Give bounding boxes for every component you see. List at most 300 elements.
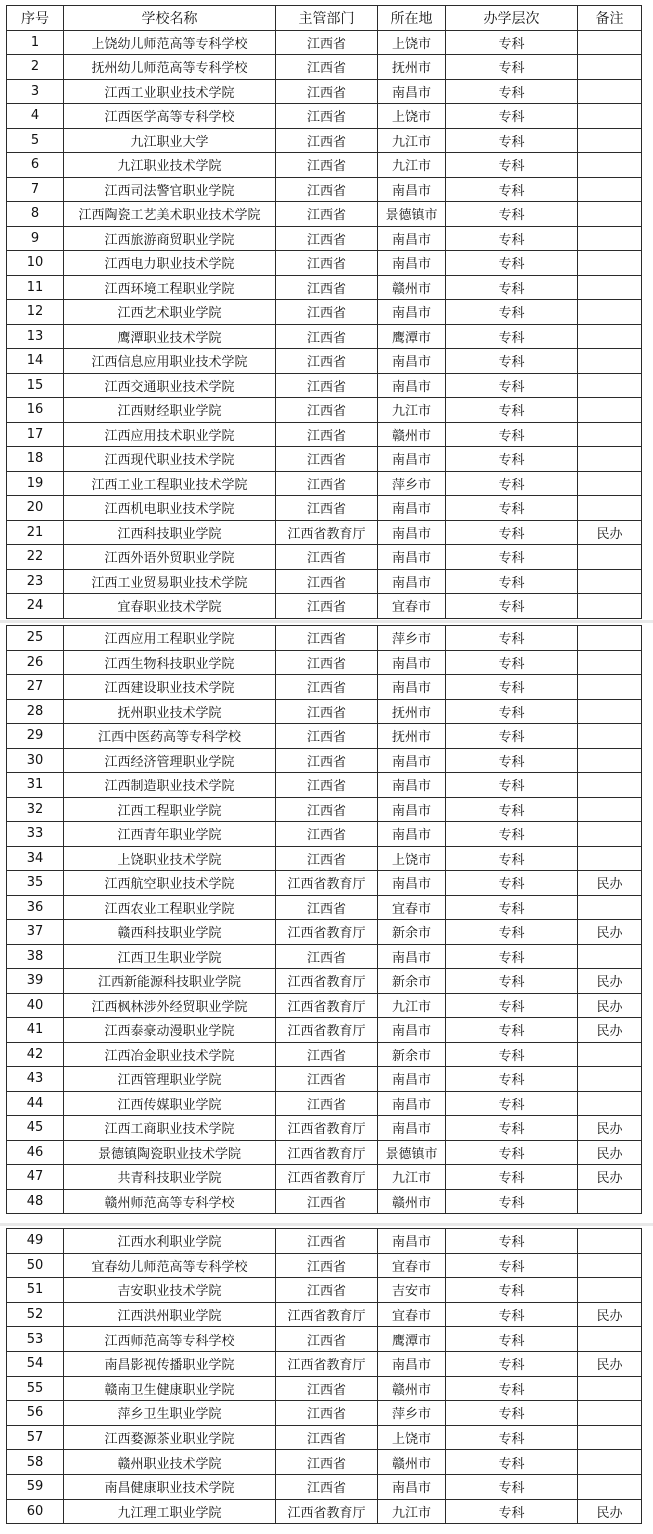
cell-remark	[578, 1401, 642, 1426]
cell-level: 专科	[446, 104, 578, 129]
cell-remark	[578, 422, 642, 447]
cell-level: 专科	[446, 871, 578, 896]
cell-location: 九江市	[378, 128, 446, 153]
cell-department: 江西省	[276, 1253, 378, 1278]
cell-location: 南昌市	[378, 496, 446, 521]
cell-remark	[578, 275, 642, 300]
cell-level: 专科	[446, 55, 578, 80]
cell-location: 赣州市	[378, 1376, 446, 1401]
cell-department: 江西省教育厅	[276, 993, 378, 1018]
cell-department: 江西省教育厅	[276, 969, 378, 994]
cell-level: 专科	[446, 895, 578, 920]
cell-level: 专科	[446, 1474, 578, 1499]
cell-index: 60	[7, 1499, 64, 1524]
cell-location: 南昌市	[378, 1018, 446, 1043]
cell-department: 江西省	[276, 349, 378, 374]
cell-school-name: 江西传媒职业学院	[64, 1091, 276, 1116]
cell-level: 专科	[446, 1018, 578, 1043]
cell-index: 15	[7, 373, 64, 398]
cell-school-name: 江西医学高等专科学校	[64, 104, 276, 129]
cell-level: 专科	[446, 1450, 578, 1475]
cell-index: 12	[7, 300, 64, 325]
cell-remark	[578, 1376, 642, 1401]
cell-department: 江西省	[276, 724, 378, 749]
table-row	[7, 822, 642, 847]
cell-school-name: 江西应用技术职业学院	[64, 422, 276, 447]
cell-level: 专科	[446, 1302, 578, 1327]
cell-location: 九江市	[378, 993, 446, 1018]
cell-index: 27	[7, 675, 64, 700]
cell-location: 宜春市	[378, 1253, 446, 1278]
table-row	[7, 846, 642, 871]
table-row	[7, 797, 642, 822]
cell-location: 新余市	[378, 1042, 446, 1067]
cell-index: 2	[7, 55, 64, 80]
cell-remark	[578, 447, 642, 472]
table-row	[7, 1253, 642, 1278]
table-row	[7, 1450, 642, 1475]
cell-location: 南昌市	[378, 177, 446, 202]
cell-index: 35	[7, 871, 64, 896]
cell-school-name: 九江职业大学	[64, 128, 276, 153]
cell-index: 50	[7, 1253, 64, 1278]
cell-location: 南昌市	[378, 822, 446, 847]
cell-location: 九江市	[378, 1165, 446, 1190]
cell-index: 33	[7, 822, 64, 847]
cell-location: 赣州市	[378, 1450, 446, 1475]
cell-remark	[578, 251, 642, 276]
cell-level: 专科	[446, 920, 578, 945]
cell-school-name: 江西航空职业技术学院	[64, 871, 276, 896]
cell-department: 江西省	[276, 373, 378, 398]
cell-level: 专科	[446, 1189, 578, 1214]
cell-remark	[578, 724, 642, 749]
cell-level: 专科	[446, 373, 578, 398]
cell-remark	[578, 822, 642, 847]
table-row	[7, 1327, 642, 1352]
cell-department: 江西省	[276, 822, 378, 847]
cell-index: 55	[7, 1376, 64, 1401]
cell-department: 江西省	[276, 496, 378, 521]
cell-department: 江西省教育厅	[276, 520, 378, 545]
cell-remark: 民办	[578, 1351, 642, 1376]
cell-remark: 民办	[578, 1018, 642, 1043]
cell-location: 上饶市	[378, 104, 446, 129]
cell-location: 景德镇市	[378, 202, 446, 227]
cell-remark	[578, 773, 642, 798]
cell-school-name: 江西应用工程职业学院	[64, 626, 276, 651]
cell-department: 江西省教育厅	[276, 1351, 378, 1376]
cell-index: 45	[7, 1116, 64, 1141]
cell-remark	[578, 398, 642, 423]
cell-school-name: 江西财经职业学院	[64, 398, 276, 423]
table-row	[7, 1376, 642, 1401]
cell-remark: 民办	[578, 993, 642, 1018]
cell-remark: 民办	[578, 520, 642, 545]
cell-index: 22	[7, 545, 64, 570]
cell-department: 江西省	[276, 846, 378, 871]
cell-location: 新余市	[378, 920, 446, 945]
cell-index: 42	[7, 1042, 64, 1067]
cell-level: 专科	[446, 822, 578, 847]
school-table-part-1	[6, 5, 642, 619]
cell-school-name: 江西新能源科技职业学院	[64, 969, 276, 994]
cell-school-name: 江西科技职业学院	[64, 520, 276, 545]
cell-index: 43	[7, 1067, 64, 1092]
table-row	[7, 1091, 642, 1116]
cell-location: 萍乡市	[378, 471, 446, 496]
cell-department: 江西省	[276, 226, 378, 251]
table-row	[7, 724, 642, 749]
cell-school-name: 萍乡卫生职业学院	[64, 1401, 276, 1426]
cell-school-name: 江西冶金职业技术学院	[64, 1042, 276, 1067]
cell-remark: 民办	[578, 1116, 642, 1141]
cell-school-name: 江西机电职业技术学院	[64, 496, 276, 521]
cell-level: 专科	[446, 398, 578, 423]
cell-level: 专科	[446, 202, 578, 227]
cell-school-name: 江西陶瓷工艺美术职业技术学院	[64, 202, 276, 227]
cell-school-name: 江西工业工程职业技术学院	[64, 471, 276, 496]
cell-index: 41	[7, 1018, 64, 1043]
cell-school-name: 江西制造职业技术学院	[64, 773, 276, 798]
cell-remark	[578, 1450, 642, 1475]
cell-index: 18	[7, 447, 64, 472]
cell-location: 南昌市	[378, 447, 446, 472]
cell-index: 7	[7, 177, 64, 202]
cell-department: 江西省	[276, 447, 378, 472]
cell-department: 江西省	[276, 398, 378, 423]
cell-school-name: 景德镇陶瓷职业技术学院	[64, 1140, 276, 1165]
cell-location: 南昌市	[378, 871, 446, 896]
cell-school-name: 江西艺术职业学院	[64, 300, 276, 325]
cell-index: 20	[7, 496, 64, 521]
cell-department: 江西省	[276, 1327, 378, 1352]
cell-index: 47	[7, 1165, 64, 1190]
cell-school-name: 江西水利职业学院	[64, 1229, 276, 1254]
cell-location: 上饶市	[378, 30, 446, 55]
cell-school-name: 南昌健康职业技术学院	[64, 1474, 276, 1499]
header-index: 序号	[7, 6, 64, 31]
cell-location: 上饶市	[378, 1425, 446, 1450]
cell-remark	[578, 675, 642, 700]
cell-school-name: 九江职业技术学院	[64, 153, 276, 178]
cell-school-name: 抚州职业技术学院	[64, 699, 276, 724]
cell-location: 南昌市	[378, 797, 446, 822]
cell-school-name: 江西外语外贸职业学院	[64, 545, 276, 570]
cell-department: 江西省	[276, 471, 378, 496]
cell-level: 专科	[446, 471, 578, 496]
cell-remark	[578, 202, 642, 227]
table-row	[7, 944, 642, 969]
cell-location: 南昌市	[378, 300, 446, 325]
cell-level: 专科	[446, 1351, 578, 1376]
cell-remark	[578, 79, 642, 104]
cell-location: 南昌市	[378, 226, 446, 251]
cell-remark: 民办	[578, 1499, 642, 1524]
cell-department: 江西省	[276, 128, 378, 153]
cell-school-name: 江西经济管理职业学院	[64, 748, 276, 773]
cell-level: 专科	[446, 177, 578, 202]
cell-department: 江西省教育厅	[276, 1018, 378, 1043]
cell-level: 专科	[446, 422, 578, 447]
cell-department: 江西省	[276, 1091, 378, 1116]
cell-remark	[578, 1091, 642, 1116]
cell-school-name: 江西工业贸易职业技术学院	[64, 569, 276, 594]
cell-remark	[578, 545, 642, 570]
cell-level: 专科	[446, 993, 578, 1018]
cell-location: 鹰潭市	[378, 324, 446, 349]
cell-remark	[578, 373, 642, 398]
table-row	[7, 675, 642, 700]
cell-school-name: 江西泰豪动漫职业学院	[64, 1018, 276, 1043]
cell-school-name: 江西工商职业技术学院	[64, 1116, 276, 1141]
cell-location: 南昌市	[378, 773, 446, 798]
table-row	[7, 969, 642, 994]
cell-remark	[578, 797, 642, 822]
cell-department: 江西省	[276, 177, 378, 202]
cell-index: 51	[7, 1278, 64, 1303]
cell-level: 专科	[446, 594, 578, 619]
cell-school-name: 江西环境工程职业学院	[64, 275, 276, 300]
cell-index: 25	[7, 626, 64, 651]
cell-department: 江西省	[276, 1401, 378, 1426]
cell-level: 专科	[446, 30, 578, 55]
cell-level: 专科	[446, 724, 578, 749]
cell-department: 江西省教育厅	[276, 1140, 378, 1165]
cell-index: 30	[7, 748, 64, 773]
table-row	[7, 895, 642, 920]
table-row	[7, 79, 642, 104]
table-row	[7, 993, 642, 1018]
cell-school-name: 江西建设职业技术学院	[64, 675, 276, 700]
cell-remark	[578, 1425, 642, 1450]
cell-level: 专科	[446, 569, 578, 594]
cell-department: 江西省	[276, 324, 378, 349]
cell-department: 江西省	[276, 1229, 378, 1254]
table-row	[7, 699, 642, 724]
table-row	[7, 1116, 642, 1141]
cell-location: 新余市	[378, 969, 446, 994]
cell-index: 57	[7, 1425, 64, 1450]
table-row	[7, 1165, 642, 1190]
cell-department: 江西省	[276, 55, 378, 80]
cell-remark	[578, 1327, 642, 1352]
cell-location: 南昌市	[378, 748, 446, 773]
cell-department: 江西省	[276, 1189, 378, 1214]
cell-level: 专科	[446, 1376, 578, 1401]
cell-index: 56	[7, 1401, 64, 1426]
cell-level: 专科	[446, 650, 578, 675]
cell-department: 江西省	[276, 944, 378, 969]
cell-level: 专科	[446, 1042, 578, 1067]
cell-level: 专科	[446, 349, 578, 374]
cell-level: 专科	[446, 675, 578, 700]
cell-level: 专科	[446, 1091, 578, 1116]
cell-index: 54	[7, 1351, 64, 1376]
cell-school-name: 赣州职业技术学院	[64, 1450, 276, 1475]
cell-department: 江西省	[276, 1450, 378, 1475]
cell-level: 专科	[446, 748, 578, 773]
table-header	[7, 6, 642, 31]
cell-location: 南昌市	[378, 1091, 446, 1116]
cell-level: 专科	[446, 1165, 578, 1190]
cell-school-name: 江西交通职业技术学院	[64, 373, 276, 398]
cell-index: 44	[7, 1091, 64, 1116]
cell-remark: 民办	[578, 1140, 642, 1165]
header-level: 办学层次	[446, 6, 578, 31]
cell-remark	[578, 349, 642, 374]
table-row	[7, 349, 642, 374]
cell-school-name: 江西青年职业学院	[64, 822, 276, 847]
table-row	[7, 128, 642, 153]
cell-index: 1	[7, 30, 64, 55]
cell-index: 23	[7, 569, 64, 594]
cell-school-name: 赣南卫生健康职业学院	[64, 1376, 276, 1401]
cell-school-name: 宜春职业技术学院	[64, 594, 276, 619]
table-row	[7, 569, 642, 594]
cell-level: 专科	[446, 251, 578, 276]
cell-remark	[578, 128, 642, 153]
cell-index: 5	[7, 128, 64, 153]
cell-remark: 民办	[578, 871, 642, 896]
cell-department: 江西省	[276, 1376, 378, 1401]
table-row	[7, 650, 642, 675]
cell-school-name: 江西工业职业技术学院	[64, 79, 276, 104]
screenshot-seam	[0, 620, 653, 623]
cell-school-name: 吉安职业技术学院	[64, 1278, 276, 1303]
cell-index: 32	[7, 797, 64, 822]
cell-level: 专科	[446, 226, 578, 251]
cell-department: 江西省教育厅	[276, 920, 378, 945]
table-row	[7, 373, 642, 398]
cell-index: 31	[7, 773, 64, 798]
cell-department: 江西省	[276, 626, 378, 651]
cell-index: 24	[7, 594, 64, 619]
cell-location: 吉安市	[378, 1278, 446, 1303]
table-row	[7, 226, 642, 251]
cell-school-name: 江西工程职业学院	[64, 797, 276, 822]
cell-index: 9	[7, 226, 64, 251]
cell-index: 34	[7, 846, 64, 871]
table-row	[7, 251, 642, 276]
cell-level: 专科	[446, 1116, 578, 1141]
cell-level: 专科	[446, 153, 578, 178]
cell-remark	[578, 594, 642, 619]
cell-department: 江西省	[276, 30, 378, 55]
cell-department: 江西省教育厅	[276, 1302, 378, 1327]
cell-department: 江西省	[276, 1425, 378, 1450]
cell-index: 59	[7, 1474, 64, 1499]
cell-department: 江西省	[276, 251, 378, 276]
cell-remark	[578, 471, 642, 496]
cell-department: 江西省	[276, 1474, 378, 1499]
cell-remark	[578, 1189, 642, 1214]
cell-remark	[578, 177, 642, 202]
cell-index: 39	[7, 969, 64, 994]
cell-location: 九江市	[378, 398, 446, 423]
table-row	[7, 1189, 642, 1214]
cell-location: 抚州市	[378, 699, 446, 724]
cell-remark	[578, 1278, 642, 1303]
cell-school-name: 江西农业工程职业学院	[64, 895, 276, 920]
cell-index: 19	[7, 471, 64, 496]
table-row	[7, 300, 642, 325]
table-row	[7, 1042, 642, 1067]
table-row	[7, 104, 642, 129]
cell-department: 江西省	[276, 650, 378, 675]
cell-school-name: 赣州师范高等专科学校	[64, 1189, 276, 1214]
cell-level: 专科	[446, 1229, 578, 1254]
cell-remark	[578, 153, 642, 178]
cell-level: 专科	[446, 1140, 578, 1165]
cell-index: 36	[7, 895, 64, 920]
cell-location: 南昌市	[378, 1351, 446, 1376]
cell-index: 11	[7, 275, 64, 300]
cell-remark	[578, 300, 642, 325]
cell-remark: 民办	[578, 1165, 642, 1190]
cell-school-name: 九江理工职业学院	[64, 1499, 276, 1524]
cell-department: 江西省	[276, 594, 378, 619]
cell-level: 专科	[446, 1401, 578, 1426]
cell-index: 3	[7, 79, 64, 104]
cell-level: 专科	[446, 447, 578, 472]
cell-department: 江西省	[276, 569, 378, 594]
cell-location: 鹰潭市	[378, 1327, 446, 1352]
cell-location: 南昌市	[378, 1474, 446, 1499]
cell-level: 专科	[446, 699, 578, 724]
cell-location: 赣州市	[378, 1189, 446, 1214]
cell-remark	[578, 1253, 642, 1278]
cell-remark	[578, 650, 642, 675]
cell-department: 江西省	[276, 545, 378, 570]
cell-school-name: 江西旅游商贸职业学院	[64, 226, 276, 251]
cell-level: 专科	[446, 275, 578, 300]
cell-location: 南昌市	[378, 520, 446, 545]
cell-index: 21	[7, 520, 64, 545]
cell-level: 专科	[446, 626, 578, 651]
table-row	[7, 422, 642, 447]
table-row	[7, 920, 642, 945]
cell-department: 江西省	[276, 153, 378, 178]
cell-location: 抚州市	[378, 55, 446, 80]
cell-department: 江西省	[276, 1067, 378, 1092]
cell-remark	[578, 699, 642, 724]
table-row	[7, 1302, 642, 1327]
cell-remark: 民办	[578, 969, 642, 994]
cell-remark	[578, 496, 642, 521]
screenshot-seam	[0, 1223, 653, 1226]
cell-index: 16	[7, 398, 64, 423]
cell-department: 江西省教育厅	[276, 1165, 378, 1190]
cell-level: 专科	[446, 1499, 578, 1524]
cell-department: 江西省	[276, 797, 378, 822]
table-row	[7, 1425, 642, 1450]
cell-location: 上饶市	[378, 846, 446, 871]
table-row	[7, 545, 642, 570]
cell-school-name: 江西管理职业学院	[64, 1067, 276, 1092]
cell-school-name: 上饶幼儿师范高等专科学校	[64, 30, 276, 55]
cell-location: 南昌市	[378, 545, 446, 570]
cell-index: 46	[7, 1140, 64, 1165]
cell-level: 专科	[446, 79, 578, 104]
cell-department: 江西省	[276, 1042, 378, 1067]
cell-remark	[578, 944, 642, 969]
cell-location: 南昌市	[378, 675, 446, 700]
school-table-part-3	[6, 1228, 642, 1524]
cell-location: 南昌市	[378, 373, 446, 398]
cell-school-name: 鹰潭职业技术学院	[64, 324, 276, 349]
cell-location: 萍乡市	[378, 1401, 446, 1426]
